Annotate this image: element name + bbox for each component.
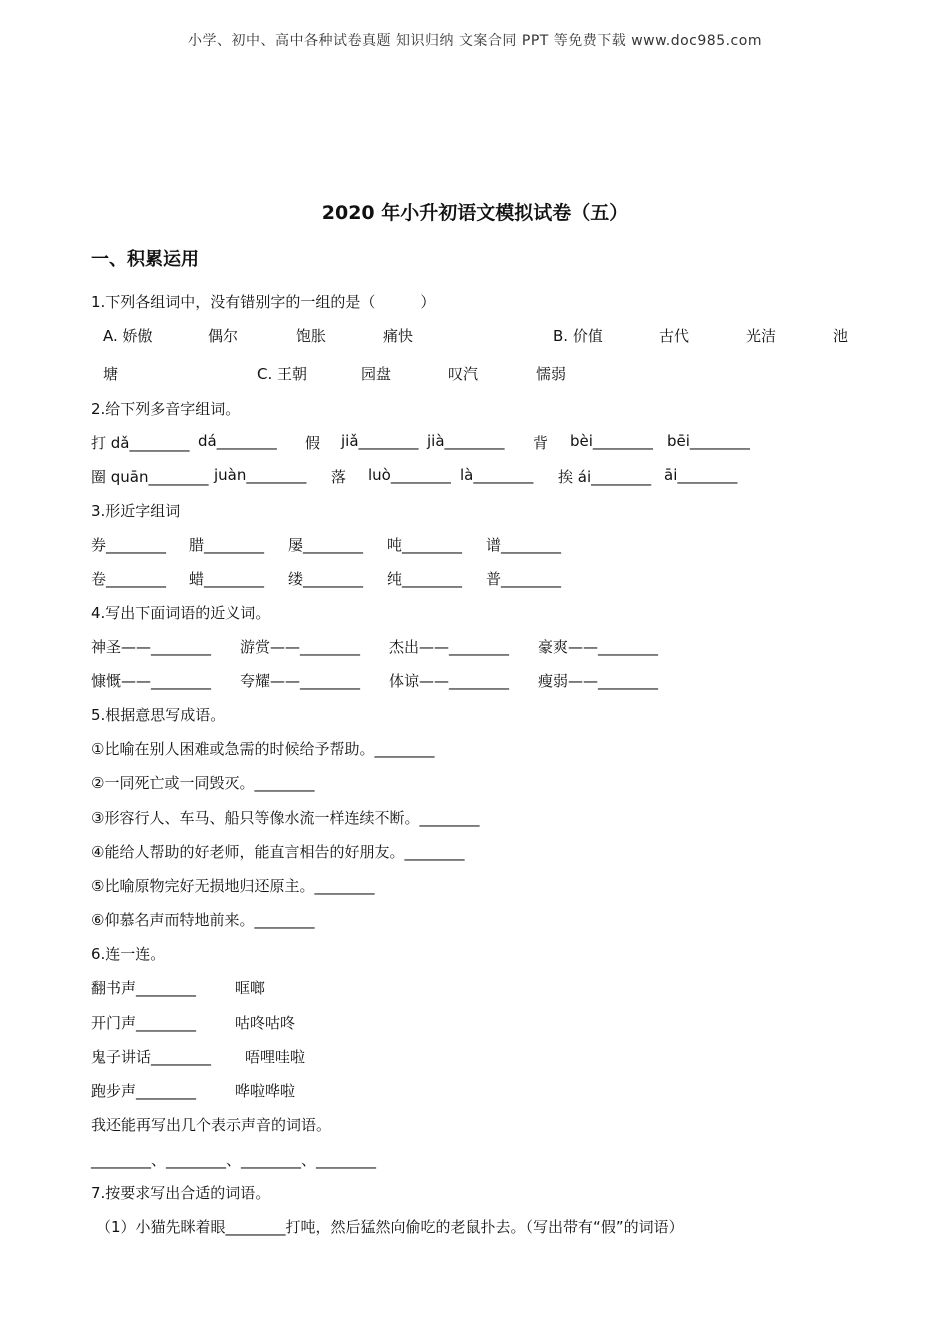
- q4-item: 杰出——________: [389, 638, 510, 656]
- q3-item: 腊________: [189, 536, 265, 554]
- q5-item: ④能给人帮助的好老师，能直言相告的好朋友。________: [91, 843, 465, 861]
- q6-left-item: 翻书声________: [91, 979, 197, 997]
- question-6-stem: 6.连一连。: [91, 945, 166, 963]
- q6-right-item: 唔哩哇啦: [245, 1048, 306, 1066]
- q1-word: 塘: [103, 365, 119, 383]
- section-heading: 一、积累运用: [91, 249, 199, 270]
- q6-right-item: 咕咚咕咚: [235, 1014, 296, 1032]
- q2-item: 假: [305, 434, 321, 452]
- q6-right-item: 哐啷: [235, 979, 266, 997]
- question-2-stem: 2.给下列多音字组词。: [91, 400, 241, 418]
- q1-option-c: C. 王朝: [257, 365, 308, 383]
- q2-item: 落: [331, 468, 347, 486]
- q1-word: 园盘: [361, 365, 392, 383]
- q5-item: ②一同死亡或一同毁灭。________: [91, 774, 315, 792]
- q5-item: ⑤比喻原物完好无损地归还原主。________: [91, 877, 375, 895]
- q6-extra-blanks: ________、________、________、________: [91, 1151, 377, 1169]
- q1-word: 偶尔: [208, 327, 239, 345]
- q3-item: 卷________: [91, 570, 167, 588]
- q3-item: 缕________: [288, 570, 364, 588]
- q1-word: 痛快: [383, 327, 414, 345]
- q4-item: 夸耀——________: [240, 672, 361, 690]
- q7-item: （1）小猫先眯着眼________打吨，然后猛然向偷吃的老鼠扑去。（写出带有“假”的词语）: [96, 1218, 684, 1236]
- q3-item: 谱________: [486, 536, 562, 554]
- q4-item: 神圣——________: [91, 638, 212, 656]
- q5-item: ③形容行人、车马、船只等像水流一样连续不断。________: [91, 809, 480, 827]
- q2-item: 背: [533, 434, 549, 452]
- page-header: 小学、初中、高中各种试卷真题 知识归纳 文案合同 PPT 等免费下载 www.doc985.com: [188, 33, 762, 49]
- q3-item: 蜡________: [189, 570, 265, 588]
- q2-item: 打 dǎ________: [91, 434, 190, 452]
- q2-item: 圈 quān________: [91, 468, 209, 486]
- q2-item: là________: [460, 466, 534, 484]
- q2-item: luò________: [368, 466, 451, 484]
- q3-item: 吨________: [387, 536, 463, 554]
- question-1-stem: 1.下列各组词中，没有错别字的一组的是（ ）: [91, 293, 436, 311]
- q2-item: bèi________: [570, 432, 653, 450]
- q1-option-b: B. 价值: [553, 327, 603, 345]
- q2-item: jià________: [427, 432, 505, 450]
- q6-left-item: 跑步声________: [91, 1082, 197, 1100]
- q6-left-item: 鬼子讲话________: [91, 1048, 212, 1066]
- q6-left-item: 开门声________: [91, 1014, 197, 1032]
- q2-item: dá________: [198, 432, 277, 450]
- q6-right-item: 哗啦哗啦: [235, 1082, 296, 1100]
- q2-item: bēi________: [667, 432, 750, 450]
- q6-extra-prompt: 我还能再写出几个表示声音的词语。: [91, 1116, 332, 1134]
- question-7-stem: 7.按要求写出合适的词语。: [91, 1184, 271, 1202]
- question-5-stem: 5.根据意思写成语。: [91, 706, 226, 724]
- q5-item: ①比喻在别人困难或急需的时候给予帮助。________: [91, 740, 435, 758]
- q4-item: 体谅——________: [389, 672, 510, 690]
- q1-option-a: A. 娇傲: [103, 327, 153, 345]
- q1-word: 懦弱: [536, 365, 567, 383]
- q2-item: jiǎ________: [341, 432, 419, 450]
- q2-item: juàn________: [214, 466, 307, 484]
- q3-item: 纯________: [387, 570, 463, 588]
- q2-item: āi________: [664, 466, 738, 484]
- question-4-stem: 4.写出下面词语的近义词。: [91, 604, 271, 622]
- q3-item: 屡________: [288, 536, 364, 554]
- q4-item: 慷慨——________: [91, 672, 212, 690]
- q3-item: 普________: [486, 570, 562, 588]
- q1-word: 饱胀: [296, 327, 327, 345]
- q1-word: 光洁: [746, 327, 777, 345]
- question-3-stem: 3.形近字组词: [91, 502, 181, 520]
- q4-item: 豪爽——________: [538, 638, 659, 656]
- q4-item: 瘦弱——________: [538, 672, 659, 690]
- q1-word: 古代: [659, 327, 690, 345]
- q4-item: 游赏——________: [240, 638, 361, 656]
- q1-word: 叹汽: [448, 365, 479, 383]
- q2-item: 挨 ái________: [558, 468, 652, 486]
- exam-title: 2020 年小升初语文模拟试卷（五）: [321, 202, 629, 224]
- q3-item: 券________: [91, 536, 167, 554]
- q5-item: ⑥仰慕名声而特地前来。________: [91, 911, 315, 929]
- q1-word: 池: [833, 327, 849, 345]
